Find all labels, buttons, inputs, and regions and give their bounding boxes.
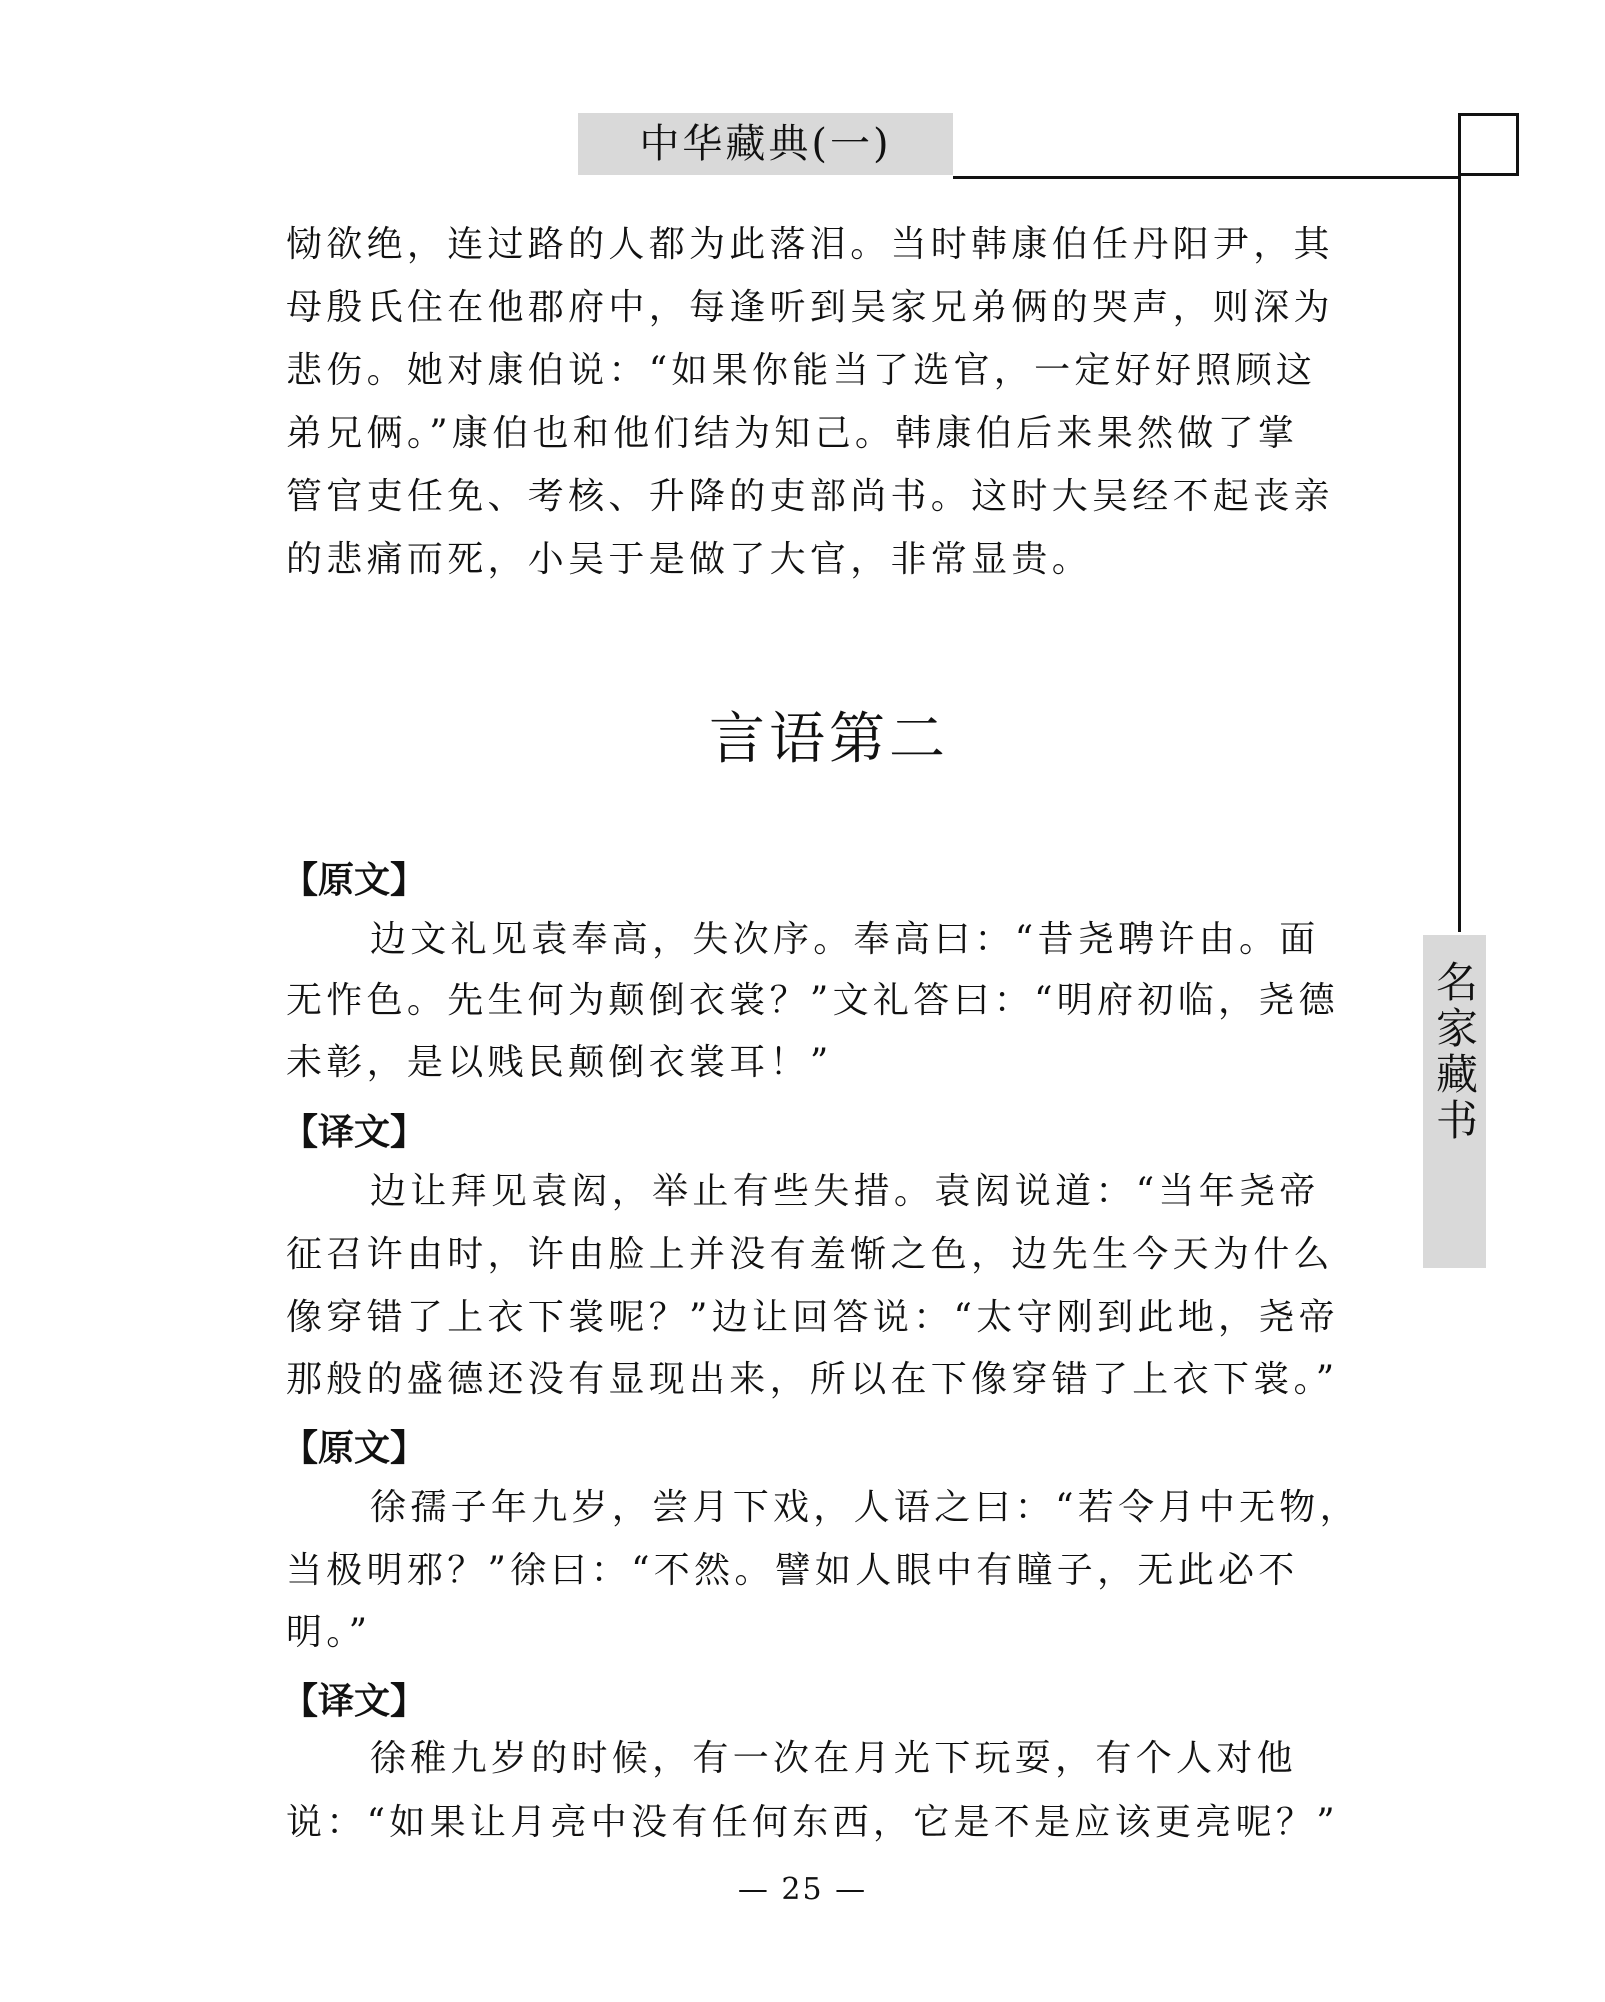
running-header-title: 中华藏典(一) <box>639 121 892 167</box>
text-line: 悲伤。她对康伯说：“如果你能当了选官，一定好好照顾这 <box>286 350 1317 391</box>
text-line: 边文礼见袁奉高，失次序。奉高曰：“昔尧聘许由。面 <box>370 919 1320 960</box>
text-line: 的悲痛而死，小吴于是做了大官，非常显贵。 <box>286 539 1093 580</box>
corner-box <box>1458 113 1519 176</box>
chapter-title: 言语第二 <box>709 707 949 772</box>
text-line: 徐孺子年九岁，尝月下戏，人语之曰：“若令月中无物， <box>370 1487 1360 1528</box>
text-line: 那般的盛德还没有显现出来，所以在下像穿错了上衣下裳。” <box>286 1359 1339 1400</box>
text-line: 说：“如果让月亮中没有任何东西，它是不是应该更亮呢？” <box>286 1802 1339 1843</box>
text-line: 弟兄俩。”康伯也和他们结为知己。韩康伯后来果然做了掌 <box>286 413 1299 454</box>
text-line: 征召许由时，许由脸上并没有羞惭之色，边先生今天为什么 <box>286 1234 1334 1275</box>
text-line: 边让拜见袁闳，举止有些失措。袁闳说道：“当年尧帝 <box>370 1171 1320 1212</box>
text-line: 明。” <box>286 1612 372 1653</box>
page-number: — 25 — <box>737 1872 868 1907</box>
side-tab-label: 名家藏书 <box>1430 960 1479 1144</box>
text-line: 未彰，是以贱民颠倒衣裳耳！” <box>286 1042 833 1083</box>
text-line: 徐稚九岁的时候，有一次在月光下玩耍，有个人对他 <box>370 1738 1297 1779</box>
margin-vertical-rule <box>1458 176 1461 932</box>
text-line: 母殷氏住在他郡府中，每逢听到吴家兄弟俩的哭声，则深为 <box>286 287 1334 328</box>
section-label: 【译文】 <box>282 1681 427 1722</box>
text-line: 当极明邪？”徐曰：“不然。譬如人眼中有瞳子，无此必不 <box>286 1550 1299 1591</box>
section-label: 【译文】 <box>282 1112 427 1153</box>
text-line: 像穿错了上衣下裳呢？”边让回答说：“太守刚到此地，尧帝 <box>286 1297 1339 1338</box>
text-line: 恸欲绝，连过路的人都为此落泪。当时韩康伯任丹阳尹，其 <box>286 224 1334 265</box>
text-line: 无怍色。先生何为颠倒衣裳？”文礼答曰：“明府初临，尧德 <box>286 980 1339 1021</box>
header-rule <box>953 176 1458 179</box>
section-label: 【原文】 <box>282 860 427 901</box>
text-line: 管官吏任免、考核、升降的吏部尚书。这时大吴经不起丧亲 <box>286 476 1334 517</box>
section-label: 【原文】 <box>282 1428 427 1469</box>
